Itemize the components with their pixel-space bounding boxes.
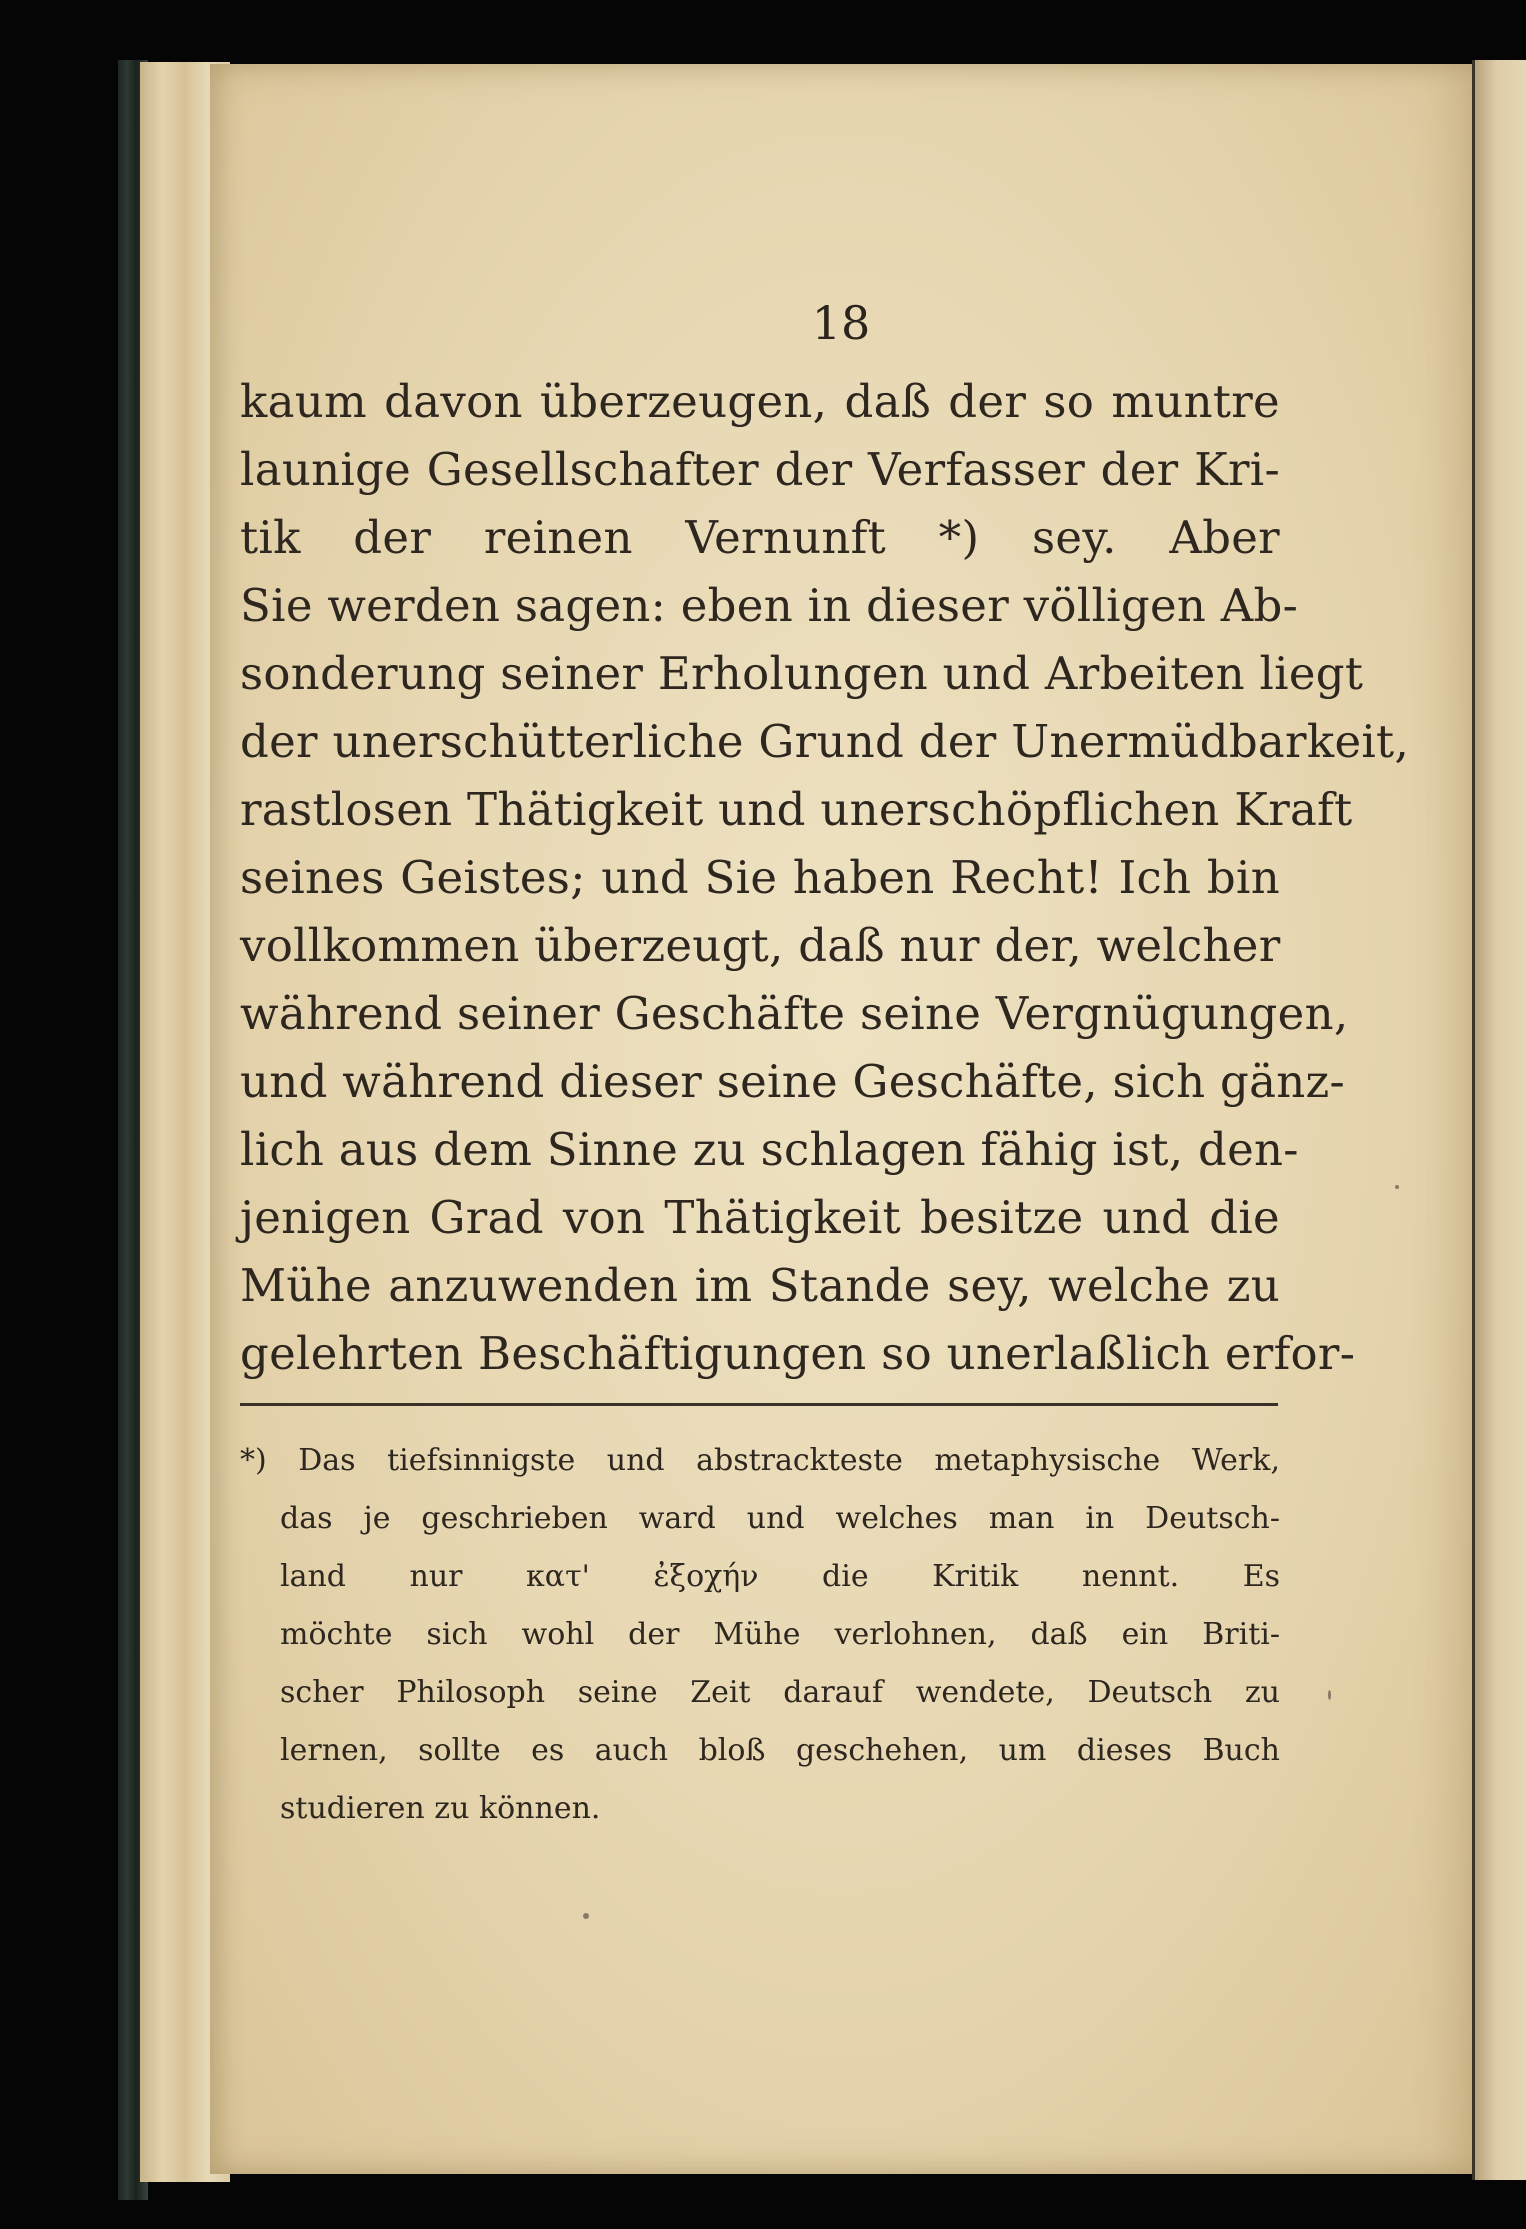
footnote	[240, 1432, 1280, 1838]
footnote-separator-rule	[240, 1403, 1278, 1406]
body-line: der unerschütterliche Grund der Unermüdbarkeit,	[240, 715, 1410, 768]
facing-page-edge	[1472, 60, 1526, 2180]
footnote-line: *) Das tiefsinnigste und abstrackteste metaphysische Werk,	[240, 1443, 1280, 1478]
body-line: jenigen Grad von Thätigkeit besitze und die	[240, 1191, 1280, 1244]
body-line: launige Gesellschafter der Verfasser der Kri-	[240, 443, 1280, 496]
body-line: während seiner Geschäfte seine Vergnügungen,	[240, 987, 1349, 1040]
footnote-line: scher Philosoph seine Zeit darauf wendete, Deutsch zu	[280, 1675, 1280, 1710]
body-line: sonderung seiner Erholungen und Arbeiten liegt	[240, 647, 1364, 700]
paper-speck	[1395, 1185, 1399, 1189]
footnote-line: studieren zu können.	[280, 1791, 601, 1826]
footnote-line: lernen, sollte es auch bloß geschehen, um dieses Buch	[280, 1733, 1280, 1768]
page-number: 18	[811, 296, 871, 350]
body-line: rastlosen Thätigkeit und unerschöpflichen Kraft	[240, 783, 1353, 836]
body-line: Mühe anzuwenden im Stande sey, welche zu	[240, 1259, 1280, 1312]
footnote-line: möchte sich wohl der Mühe verlohnen, daß ein Briti-	[280, 1617, 1280, 1652]
body-line: seines Geistes; und Sie haben Recht! Ich bin	[240, 851, 1280, 904]
body-line: Sie werden sagen: eben in dieser völligen Ab-	[240, 579, 1299, 632]
paper-speck	[583, 1913, 589, 1919]
body-text	[240, 368, 1410, 1388]
paper-speck	[1328, 1690, 1331, 1700]
body-line: gelehrten Beschäftigungen so unerlaßlich erfor-	[240, 1327, 1356, 1380]
footnote-line: das je geschrieben ward und welches man in Deutsch-	[280, 1501, 1280, 1536]
body-line: tik der reinen Vernunft *) sey. Aber	[240, 511, 1280, 564]
body-line: lich aus dem Sinne zu schlagen fähig ist, den-	[240, 1123, 1299, 1176]
body-line: und während dieser seine Geschäfte, sich gänz-	[240, 1055, 1346, 1108]
body-line: vollkommen überzeugt, daß nur der, welcher	[240, 919, 1281, 972]
footnote-line: land nur κατ' ἐξοχήν die Kritik nennt. Es	[280, 1559, 1280, 1594]
body-line: kaum davon überzeugen, daß der so muntre	[240, 375, 1280, 428]
